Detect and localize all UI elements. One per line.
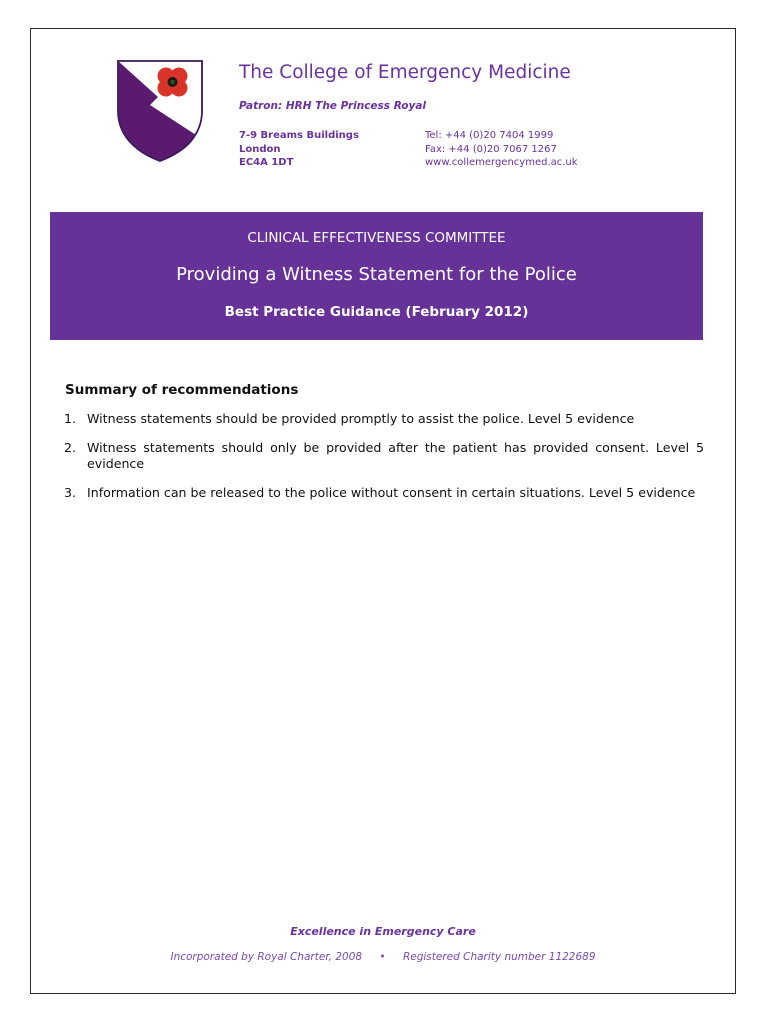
charity-number-text: Registered Charity number 1122689 (402, 951, 596, 963)
website-link[interactable]: www.collemergencymed.ac.uk (425, 157, 578, 168)
postal-address (239, 129, 359, 170)
address-line: London (239, 143, 281, 155)
recommendations-list (64, 411, 704, 514)
contact-details (425, 129, 578, 170)
list-item (64, 485, 704, 501)
organisation-title: The College of Emergency Medicine (239, 62, 571, 83)
item-text: Witness statements should be provided promptly to assist the police. Level 5 evidence (87, 411, 635, 426)
item-number: 3. (64, 485, 77, 500)
summary-heading: Summary of recommendations (65, 382, 299, 398)
document-subtitle: Best Practice Guidance (February 2012) (224, 304, 529, 320)
footer-motto: Excellence in Emergency Care (290, 925, 476, 938)
footer-legal (31, 951, 735, 963)
college-crest-icon (116, 59, 204, 163)
poppy-icon (158, 68, 188, 97)
fax: Fax: +44 (0)20 7067 1267 (425, 143, 557, 155)
address-line: EC4A 1DT (239, 157, 294, 168)
royal-charter-text: Incorporated by Royal Charter, 2008 (170, 951, 363, 963)
bullet-separator: • (379, 951, 386, 963)
item-text: Witness statements should only be provided after the patient has provided consent. Level 5 evidence (87, 440, 704, 471)
item-number: 1. (64, 411, 77, 426)
address-line: 7-9 Breams Buildings (239, 130, 359, 141)
title-banner (50, 212, 703, 340)
page (30, 28, 736, 994)
list-item (64, 440, 704, 472)
item-number: 2. (64, 440, 77, 455)
document-title: Providing a Witness Statement for the Police (176, 264, 577, 285)
committee-name: CLINICAL EFFECTIVENESS COMMITTEE (247, 230, 506, 246)
list-item (64, 411, 704, 427)
telephone: Tel: +44 (0)20 7404 1999 (425, 130, 554, 141)
item-text: Information can be released to the police without consent in certain situations. Level 5 evidence (87, 485, 696, 500)
patron-line: Patron: HRH The Princess Royal (239, 100, 427, 112)
